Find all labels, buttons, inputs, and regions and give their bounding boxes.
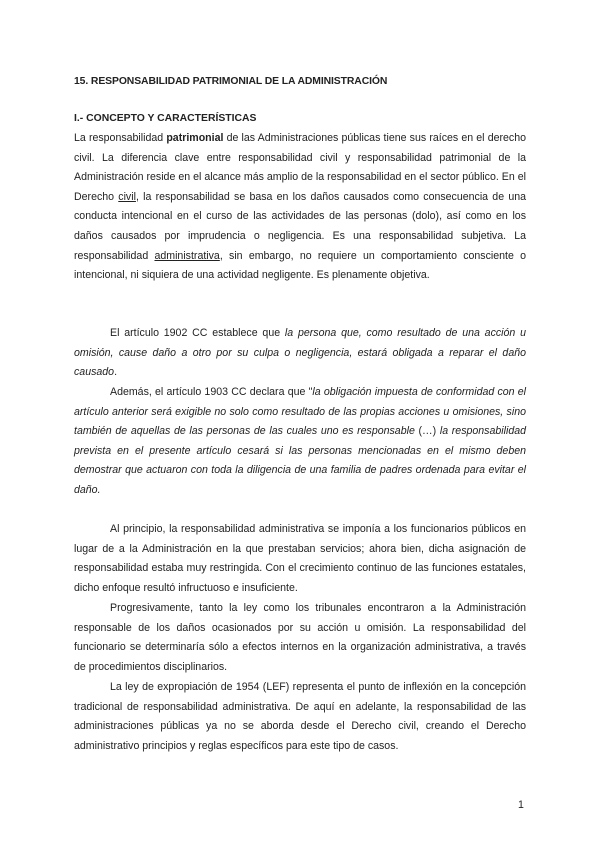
p4-text: Al principio, la responsabilidad administrativa se imponía a los funcionarios públicos en lugar de a la Administración en la que prestaban servicios; ahora bien, dicha asignación de responsabilidad estaba muy restringida. Con el crecimiento continuo de las funciones estatales, dicho enfoque resultó infructuoso e insuficiente.: [74, 523, 526, 594]
p2-text-a: El artículo 1902 CC establece que: [110, 327, 285, 339]
paragraph-progressive: [74, 599, 526, 677]
document-title: 15. RESPONSABILIDAD PATRIMONIAL DE LA ADMINISTRACIÓN: [74, 76, 388, 87]
p3-text-b: (…): [414, 425, 440, 438]
paragraph-article-1902: [74, 324, 526, 383]
paragraph-article-1903: [74, 383, 526, 501]
paragraph-history: [74, 520, 526, 598]
p1-underline-civil: civil: [118, 190, 136, 203]
p1-text-c: , la responsabilidad se basa en los daños causados como consecuencia de una conducta intencional en el curso de las actividades de las personas (dolo), así como en los daños causados por imprudencia o negligencia. Es una responsabilidad subjetiva. La responsabilidad: [74, 190, 526, 262]
p3-quote-1: la obligación impuesta de conformidad con el artículo anterior será exigible no solo como resultado de las propias acciones u omisiones, sino también de aquellas de las personas de las cuales uno es responsable: [74, 386, 526, 438]
p1-text-d: , sin embargo, no requiere un comportamiento consciente o intencional, ni siquiera de una actividad negligente. Es plenamente objetiva.: [74, 249, 527, 282]
p6-text: La ley de expropiación de 1954 (LEF) representa el punto de inflexión en la concepción tradicional de responsabilidad administrativa. De aquí en adelante, la responsabilidad de las administraciones públicas ya no se aborda desde el Derecho civil, creando el Derecho administrativo principios y reglas específicos para este tipo de casos.: [74, 681, 526, 752]
p2-quote: la persona que, como resultado de una acción u omisión, cause daño a otro por su culpa o negligencia, estará obligada a reparar el daño causado: [74, 327, 527, 379]
p2-text-b: .: [114, 366, 118, 379]
p5-text: Progresivamente, tanto la ley como los tribunales encontraron a la Administración responsable de los daños ocasionados por su acción u omisión. La responsabilidad del funcionario se determinaría sólo a efectos internos en la organización administrativa, a través de procedimientos disciplinarios.: [74, 602, 526, 673]
p1-underline-administrativa: administrativa: [154, 249, 220, 262]
section-heading: I.- CONCEPTO Y CARACTERÍSTICAS: [74, 113, 257, 124]
p3-quote-2: la responsabilidad prevista en el presente artículo cesará si las personas mencionadas en el mismo deben demostrar que actuaron con toda la diligencia de una familia de padres ordenada para evitar el daño.: [74, 425, 526, 496]
paragraph-lef: [74, 678, 526, 756]
page-number: 1: [518, 799, 524, 811]
p1-bold: patrimonial: [166, 132, 224, 144]
p1-text-b: de las Administraciones públicas tiene sus raíces en el derecho civil. La diferencia clave entre responsabilidad civil y responsabilidad patrimonial de la Administración reside en el alcance más amplio de la responsabilidad en el sector público. En el Derecho: [74, 132, 526, 203]
paragraph-concept: [74, 129, 526, 286]
p1-text-a: La responsabilidad: [74, 132, 167, 144]
p3-text-a: Además, el artículo 1903 CC declara que ": [110, 386, 313, 398]
